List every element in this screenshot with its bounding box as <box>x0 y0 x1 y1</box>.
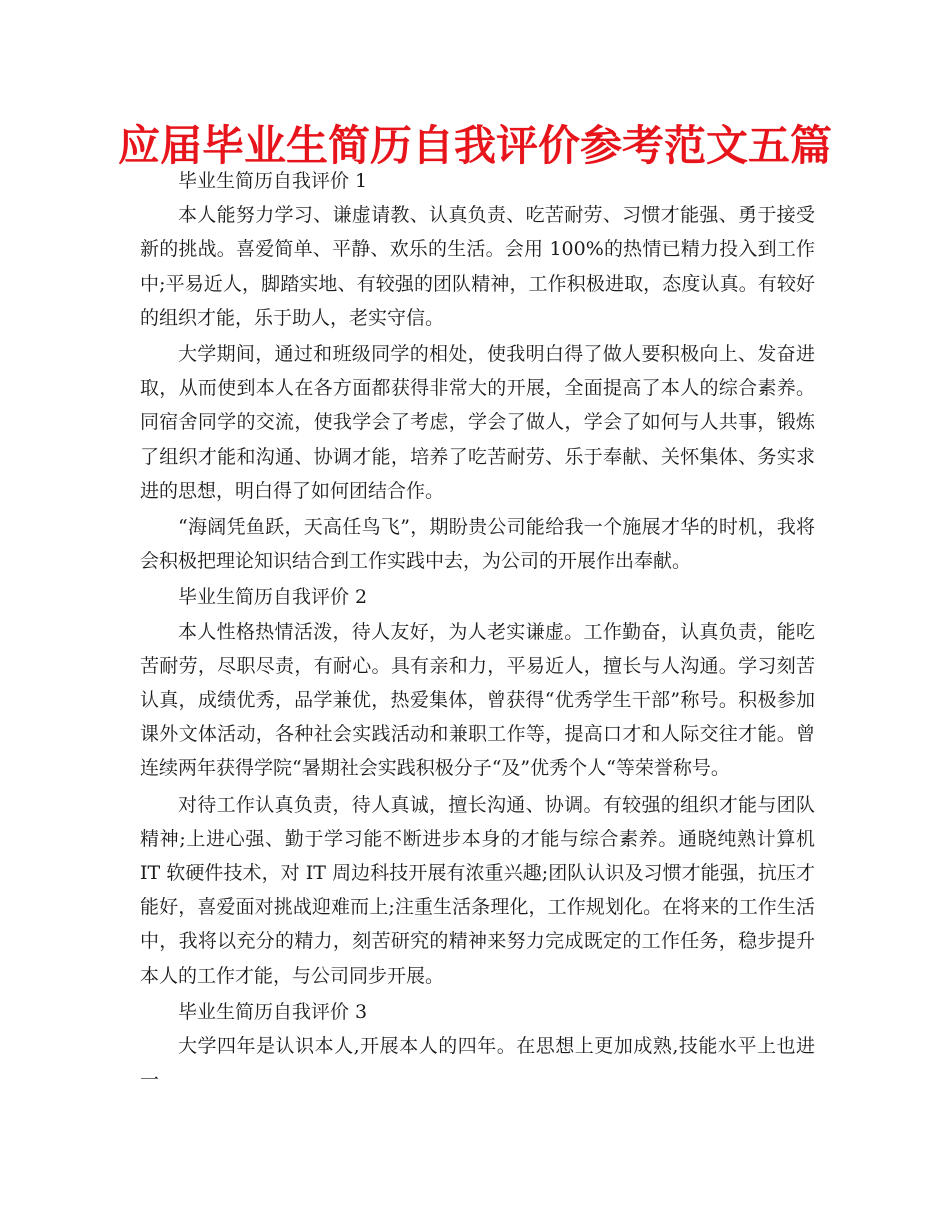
section-3-paragraph-1: 大学四年是认识本人,开展本人的四年。在思想上更加成熟,技能水平上也进一 <box>140 1035 815 1092</box>
document-body <box>140 164 815 1099</box>
section-heading-3: 毕业生简历自我评价 3 <box>178 1000 368 1023</box>
section-1-paragraph-2: 大学期间，通过和班级同学的相处，使我明白得了做人要积极向上、发奋进取，从而使到本人在各方面都获得非常大的开展，全面提高了本人的综合素养。同宿舍同学的交流，使我学会了考虑，学会了做人，学会了如何与人共事，锻炼了组织才能和沟通、协调才能，培养了吃苦耐劳、乐于奉献、关怀集体、务实求进的思想，明白得了如何团结合作。 <box>140 343 815 502</box>
section-1-paragraph-1: 本人能努力学习、谦虚请教、认真负责、吃苦耐劳、习惯才能强、勇于接受新的挑战。喜爱简单、平静、欢乐的生活。会用 100%的热情已精力投入到工作中;平易近人，脚踏实地、有较强的团队精神，工作积极进取，态度认真。有较好的组织才能，乐于助人，老实守信。 <box>140 204 815 329</box>
document-title: 应届毕业生简历自我评价参考范文五篇 <box>117 121 832 170</box>
section-1-paragraph-3: “海阔凭鱼跃，天高任鸟飞”，期盼贵公司能给我一个施展才华的时机，我将会积极把理论知识结合到工作实践中去，为公司的开展作出奉献。 <box>140 516 815 573</box>
section-2-paragraph-1: 本人性格热情活泼，待人友好，为人老实谦虚。工作勤奋，认真负责，能吃苦耐劳，尽职尽责，有耐心。具有亲和力，平易近人，擅长与人沟通。学习刻苦认真，成绩优秀，品学兼优，热爱集体，曾获得“优秀学生干部”称号。积极参加课外文体活动，各种社会实践活动和兼职工作等，提高口才和人际交往才能。曾连续两年获得学院“暑期社会实践积极分子“及”优秀个人“等荣誉称号。 <box>140 620 815 780</box>
section-heading-2: 毕业生简历自我评价 2 <box>178 586 368 609</box>
section-2-paragraph-2: 对待工作认真负责，待人真诚，擅长沟通、协调。有较强的组织才能与团队精神;上进心强、勤于学习能不断进步本身的才能与综合素养。通晓纯熟计算机 IT 软硬件技术，对 IT 周边科技开展有浓重兴趣;团队认识及习惯才能强，抗压才能好，喜爱面对挑战迎难而上;注重生活条理化，工作规划化。在将来的工作生活中，我将以充分的精力，刻苦研究的精神来努力完成既定的工作任务，稳步提升本人的工作才能，与公司同步开展。 <box>140 793 815 987</box>
section-heading-1: 毕业生简历自我评价 1 <box>178 170 368 192</box>
